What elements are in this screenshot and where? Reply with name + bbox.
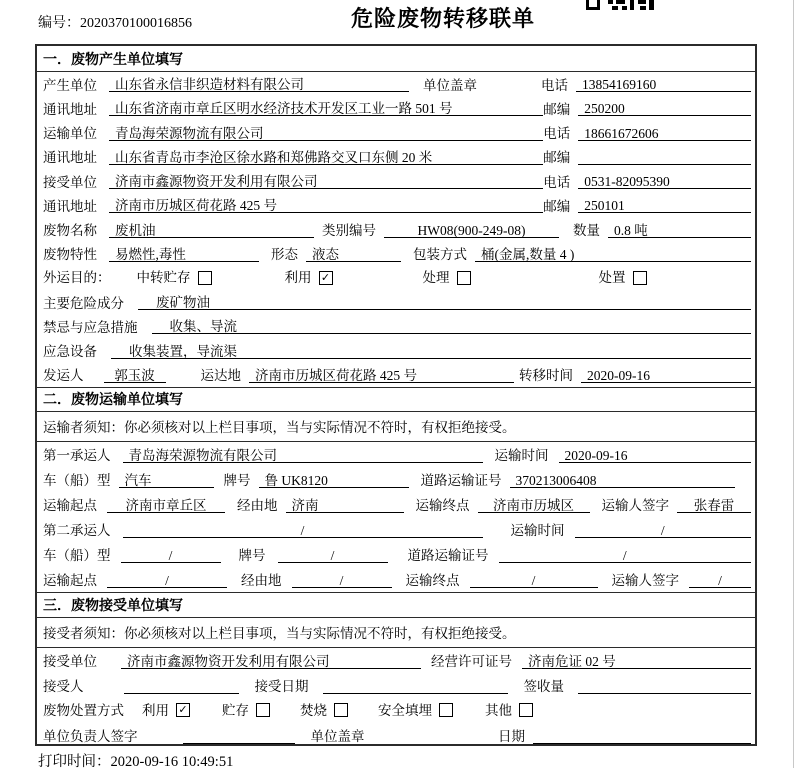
field-value: 郭玉波 [104,368,166,383]
field-value: 汽车 [119,473,214,488]
field-label: 邮编 [543,150,571,166]
checkbox-label: 其他 [485,702,512,718]
field-label: 主要危险成分 [43,295,124,311]
field-label: 禁忌与应急措施 [43,319,138,335]
checkbox-other [519,703,533,717]
field-label: 车（船）型 [43,548,111,564]
field-value: / [470,573,598,588]
field-label: 接受单位 [43,654,97,670]
field-label: 废物处置方式 [43,702,124,718]
field-label: 单位盖章 [423,77,477,93]
form-row-route-2 [37,567,755,592]
field-value: 250200 [578,101,751,116]
field-value: / [107,573,227,588]
checkbox-label: 安全填埋 [378,702,432,718]
field-label: 接受日期 [254,679,309,695]
receiver-notice: 接受者须知：你必须核对以上栏目事项，当与实际情况不符时，有权拒绝接受。 [37,618,755,648]
field-label: 车（船）型 [43,473,111,489]
field-label: 道路运输证号 [420,473,502,489]
field-value: / [689,573,751,588]
form-row-disposal-method [37,698,755,723]
page-right-edge [793,0,794,768]
field-value: / [278,548,388,563]
field-value: 易燃性,毒性 [109,247,259,262]
field-label: 单位盖章 [310,729,365,745]
field-value: 济南市历城区 [478,498,590,513]
field-label: 通讯地址 [43,150,97,166]
form-row-vehicle-1 [37,467,755,492]
field-label: 运输起点 [43,498,97,514]
field-label: 日期 [498,729,525,745]
field-label: 道路运输证号 [407,548,489,564]
field-label: 电话 [543,174,571,190]
field-value [533,729,751,744]
disposal-option [222,703,270,717]
field-value: 济南市历城区荷花路 425 号 [249,368,514,383]
disposal-option [378,703,453,717]
form-row-receiver-address [37,193,755,217]
form-row-producer [37,72,755,96]
field-label: 经营许可证号 [431,654,512,670]
field-label: 运输起点 [43,573,97,589]
field-label: 运输人签字 [611,573,679,589]
field-value: 0.8 吨 [608,223,751,238]
field-label: 第二承运人 [43,523,111,539]
field-label: 产生单位 [43,77,97,93]
field-value: 济南 [286,498,404,513]
field-label: 废物名称 [43,223,97,239]
section2-header: 二．废物运输单位填写 [37,387,755,412]
checkbox-label: 贮存 [222,702,249,718]
field-label: 接受单位 [43,174,97,190]
field-value: 济南市鑫源物资开发利用有限公司 [121,654,421,669]
field-value: 桶(金属,数量 4 ) [475,247,751,262]
form-row-consignor [37,363,755,387]
checkbox-label: 处置 [598,270,626,286]
field-label: 电话 [543,126,571,142]
checkbox-incinerate [334,703,348,717]
form-row-waste-name [37,217,755,241]
field-label: 接受人 [43,679,84,695]
field-value: / [292,573,392,588]
field-label: 形态 [271,247,298,263]
field-label: 转移时间 [519,368,573,384]
field-label: 外运目的： [43,270,111,286]
field-value [578,150,751,165]
field-value: 收集、导流 [152,319,752,334]
field-value: / [499,548,752,563]
form-row-signatures [37,723,755,748]
field-value: 18661672606 [578,126,751,141]
checkbox-label: 中转贮存 [136,270,191,286]
purpose-option [137,271,212,285]
field-value: 青岛海荣源物流有限公司 [123,448,483,463]
field-value: 370213006408 [510,473,736,488]
transporter-notice: 运输者须知：你必须核对以上栏目事项，当与实际情况不符时，有权拒绝接受。 [37,412,755,442]
form-row-hazard-component [37,290,755,314]
field-label: 运输时间 [510,523,565,539]
field-label: 单位负责人签字 [43,729,138,745]
field-value: HW08(900-249-08) [384,223,559,238]
form-row-receiving-unit [37,648,755,673]
field-value: 山东省永信非织造材料有限公司 [109,77,409,92]
checkbox-utilize: ✓ [319,271,333,285]
disposal-option [142,703,190,717]
field-label: 通讯地址 [43,101,97,117]
checkbox-treat [457,271,471,285]
disposal-option [300,703,348,717]
section3-header: 三．废物接受单位填写 [37,592,755,618]
field-value: 收集装置，导流渠 [111,344,751,359]
checkbox-label: 处理 [422,270,450,286]
form-row-waste-property [37,242,755,266]
field-label: 经由地 [237,498,278,514]
field-label: 运输终点 [415,498,470,514]
field-value [124,679,239,694]
form-row-emergency-equipment [37,338,755,362]
field-value: / [123,523,483,538]
field-value: 山东省济南市章丘区明水经济技术开发区工业一路 501 号 [109,101,543,116]
field-label: 运达地 [200,368,241,384]
page-title: 危险废物转移联单 [350,6,535,31]
form-row-transporter-address [37,145,755,169]
field-label: 数量 [573,223,600,239]
field-value: 济南市鑫源物资开发利用有限公司 [109,174,543,189]
field-value: 济南市章丘区 [107,498,225,513]
field-value: 济南市历城区荷花路 425 号 [109,198,543,213]
qr-code-fragment [586,0,654,10]
field-value [578,679,751,694]
purpose-option [599,271,647,285]
disposal-option [485,703,533,717]
field-value [323,679,508,694]
field-value: 鲁 UK8120 [259,473,409,488]
serial-label: 编号： [38,16,80,31]
field-value: 山东省青岛市李沧区徐水路和郑佛路交叉口东侧 20 米 [109,150,543,165]
manifest-form [35,44,757,746]
checkbox-utilize: ✓ [176,703,190,717]
checkbox-transfer-storage [198,271,212,285]
checkbox-label: 焚烧 [300,702,327,718]
field-label: 签收量 [523,679,564,695]
form-row-receiver-person [37,673,755,698]
form-row-emergency-measures [37,314,755,338]
field-label: 运输终点 [405,573,460,589]
field-label: 发运人 [43,368,84,384]
field-label: 废物特性 [43,247,97,263]
checkbox-label: 利用 [284,270,312,286]
field-label: 邮编 [543,198,571,214]
print-time-label: 打印时间： [38,754,111,770]
field-value: 废机油 [109,223,314,238]
field-label: 类别编号 [322,223,376,239]
form-row-second-carrier [37,517,755,542]
field-value: 济南危证 02 号 [522,654,751,669]
field-label: 邮编 [543,101,571,117]
section1-header: 一．废物产生单位填写 [37,46,755,72]
field-label: 运输人签字 [601,498,669,514]
field-label: 牌号 [223,473,251,489]
field-value: 13854169160 [576,77,751,92]
field-value: 废矿物油 [138,295,751,310]
field-value: 液态 [306,247,401,262]
field-value: 青岛海荣源物流有限公司 [109,126,543,141]
field-value: 250101 [578,198,751,213]
field-value: 张春雷 [677,498,751,513]
checkbox-storage [256,703,270,717]
field-value: 2020-09-16 [581,368,751,383]
field-value: / [575,523,752,538]
purpose-option [423,271,471,285]
field-label: 经由地 [241,573,282,589]
field-label: 第一承运人 [43,448,111,464]
checkbox-landfill [439,703,453,717]
purpose-option [285,271,333,285]
form-row-vehicle-2 [37,542,755,567]
form-row-producer-address [37,96,755,120]
checkbox-label: 利用 [142,702,169,718]
field-value: 0531-82095390 [578,174,751,189]
form-row-first-carrier [37,442,755,467]
field-label: 电话 [541,77,568,93]
checkbox-dispose [633,271,647,285]
field-label: 运输单位 [43,126,97,142]
form-row-transfer-purpose [37,266,755,290]
field-label: 运输时间 [494,448,549,464]
field-value: 2020-09-16 [559,448,752,463]
field-label: 通讯地址 [43,198,97,214]
field-label: 包装方式 [413,247,467,263]
serial-value: 2020370100016856 [80,16,192,31]
field-value: / [121,548,221,563]
form-row-receiver [37,169,755,193]
field-label: 应急设备 [43,344,97,360]
form-row-route-1 [37,492,755,517]
print-time-value: 2020-09-16 10:49:51 [110,754,234,770]
form-row-transporter [37,120,755,144]
field-label: 牌号 [238,548,266,564]
field-value [183,729,295,744]
